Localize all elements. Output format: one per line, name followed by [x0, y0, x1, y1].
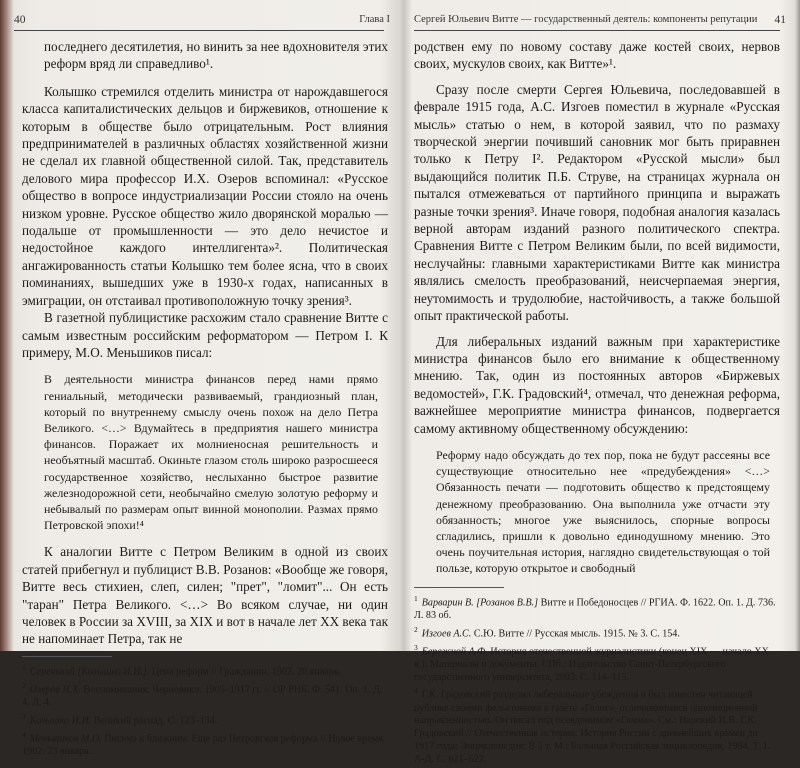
- footnote-number: 3: [22, 711, 26, 721]
- footnote-number: 2: [414, 624, 418, 634]
- left-running-title: Глава I: [359, 14, 390, 25]
- footnote-text: История отечественной журналистики (конец XIX — начало XX в.): Материалы и документы. СПб.: Издательство Санкт-Петербургского государственного университета, 2003. С. 114–115.: [414, 646, 769, 683]
- paragraph: последнего десятилетия, но винить за нее вдохновителя этих реформ вряд ли справедливо¹.: [44, 39, 388, 72]
- paragraph: В газетной публицистике расхожим стало сравнение Витте с самым известным российским реформатором — Петром I. К примеру, М.О. Меньшиков писал:: [22, 310, 388, 360]
- footnote-text: Цена реформ // Гражданин. 1902. 20 января.: [149, 666, 342, 678]
- left-running-head: [14, 14, 390, 28]
- footnote-text: Великий распад. С. 123–134.: [91, 715, 218, 727]
- footnote-author: Колышко И.И.: [29, 715, 92, 727]
- footnote-text: Письма к ближним: Еще раз Петровская реформа // Новое время. 1902. 23 января.: [22, 733, 386, 758]
- footnote-number: 3: [414, 642, 418, 652]
- paragraph: родствен ему по новому составу даже костей своих, нервов своих, мускулов своих, как Витте»¹.: [414, 39, 780, 72]
- block-quote: [414, 447, 780, 577]
- footnote-number: 2: [22, 680, 26, 690]
- footnote: [22, 680, 388, 710]
- right-body: [414, 38, 780, 768]
- footnotes: [414, 593, 780, 767]
- footnote-number: 4: [414, 686, 418, 696]
- footnote: [22, 729, 388, 759]
- footnote: [414, 685, 780, 766]
- right-page: [414, 0, 786, 765]
- right-running-title: Сергей Юльевич Витте — государственный деятель: компоненты репутации: [414, 14, 758, 25]
- paragraph: К аналогии Витте с Петром Великим в одной из своих статей прибегнул и публицист В.В. Розанов: «Вообще же говоря, Витте весь стихиен, слеп, силен; "прет", "ломит"... Он есть "таран" Петра Великого. <…> Во всяком случае, ни один человек в России за XVIII, за XIX и вот в начале лет XX века так не напоминает Петра, так не: [22, 544, 388, 647]
- left-header-rule: [14, 30, 384, 31]
- footnote-text: Г.К. Градовский разделял либеральные убеждения и был известен читающей публике своими фельетонами в газете «Голос», отличавшимися оппозиционной направленностью. Он писал под псевдонимом «Гамма». См.: Нарский И.В. Г.К. Градовский // Отечественная история: История России с древнейших времен до 1917 года: Энциклопедия: В 5 т. М.: Большая Российская энциклопедия, 1994. Т. 1. А-Д. С. 621–622.: [414, 689, 771, 765]
- footnote-text: С.Ю. Витте // Русская мысль. 1915. № 3. С. 154.: [471, 627, 680, 639]
- footnote-author: Бережной А.Ф.: [421, 646, 488, 658]
- footnotes: [22, 662, 388, 759]
- left-page: [14, 0, 390, 758]
- footnote-rule: [414, 587, 504, 588]
- footnote-author: Меньшиков М.О.: [29, 733, 102, 745]
- left-page-number: 40: [14, 14, 26, 26]
- footnote-number: 4: [22, 730, 26, 740]
- footnote-text: Витте и Победоносцев // РГИА. Ф. 1622. Оп. 1. Д. 736. Л. 83 об.: [414, 596, 776, 621]
- footnote: [414, 642, 780, 685]
- footnote: [22, 711, 388, 728]
- footnote-author: Серенький [Колышко И.И.].: [29, 666, 150, 678]
- left-body: [22, 38, 388, 760]
- paragraph: Сразу после смерти Сергея Юльевича, последовавшей в феврале 1915 года, А.С. Изгоев поместил в журнале «Русская мысль» статью о нем, в которой заявил, что по размаху творческой энергии почивший сановник мог быть приравнен только к Петру I². Редактором «Русской мысли» был выдающийся политик П.Б. Струве, на страницах журнала он пытался отмежеваться от партийного принципа и выражать разные точки зрения³. Иначе говоря, подобная аналогия казалась верной авторам изданий разного политического спектра. Сравнения Витте с Петром Великим были, по всей видимости, неслучайны: главными характеристиками Витте как министра являлись смелость преобразований, неисчерпаемая энергия, неутомимость и трудолюбие, настойчивость, а также большой опыт практической работы.: [414, 81, 780, 324]
- right-page-number: 41: [774, 14, 786, 26]
- paragraph: Для либеральных изданий важным при характеристике министра финансов было его внимание к общественному мнению. Так, один из постоянных авторов «Биржевых ведомостей», Г.К. Градовский⁴, отмечал, что денежная реформа, важнейшее мероприятие министра финансов, подвергается самому активному общественному обсуждению:: [414, 333, 780, 436]
- quote-text: В деятельности министра финансов перед нами прямо гениальный, методически развиваемый, грандиозный план, который по внутреннему смыслу очень похож на дело Петра Великого. <…> Вдумайтесь в предприятия нашего министра финансов. Поражает их молниеносная решительность и необъятный масштаб. Окиньте глазом столь широко разросшееся государственное хозяйство, неслыханно быстрое развитие железнодорожной сети, необычайно смелую золотую реформу и небывалый по размерам опыт винной монополии. Размах прямо Петровской эпохи!⁴: [44, 372, 378, 533]
- footnote-rule: [22, 656, 112, 657]
- footnote: [414, 624, 780, 641]
- footnote-author: Варварин В. [Розанов В.В.]: [421, 596, 539, 608]
- paragraph: Колышко стремился отделить министра от нарождавшегося класса капиталистических дельцов и биржевиков, отношение к которым в обществе было отрицательным. Рост влияния предпринимателей в различных областях хозяйственной жизни не сделал их главной общественной силой. Так, представитель делового мира профессор И.Х. Озеров вспоминал: «Русское общество в вопросе индустриализации России стояло на очень низком уровне. Русское общество жило дворянской моралью — подальше от промышленности — это дело нечистое и недостойное каждого интеллигента»². Политическая ангажированность статьи Колышко тем более ясна, что в своих поминаниях, вышедших уже в 1930-х годах, написанных в эмиграции, он отстаивал противоположную точку зрения³.: [22, 83, 388, 308]
- footnote-number: 1: [414, 593, 418, 603]
- block-quote: [22, 371, 388, 533]
- footnote-number: 1: [22, 662, 26, 672]
- right-running-head: [414, 14, 786, 28]
- footnote-author: Изгоев А.С.: [421, 627, 472, 639]
- right-header-rule: [414, 30, 780, 31]
- quote-text: Реформу надо обсуждать до тех пор, пока не будут рассеяны все существующие относительно нее «предубеждения» <…> Обязанность печати — подготовить общество к предстоящему денежному преобразованию. Она выполнила уже отчасти эту обязанность; многое уже выяснилось, спорные вопросы сгладились, пришли к довольно единодушному мнению. Это очень поучительная история, наглядно свидетельствующая о той пользе, которую открытое и свободный: [436, 447, 770, 576]
- footnote: [22, 662, 388, 679]
- footnote: [414, 593, 780, 623]
- footnote-text: Воспоминания. Черновики. 1905–1917 гг. // ОР РНБ. Ф. 541. Оп. 1. Д. 4. Л. 4.: [22, 684, 383, 709]
- footnote-author: Озеров И.Х.: [29, 684, 81, 696]
